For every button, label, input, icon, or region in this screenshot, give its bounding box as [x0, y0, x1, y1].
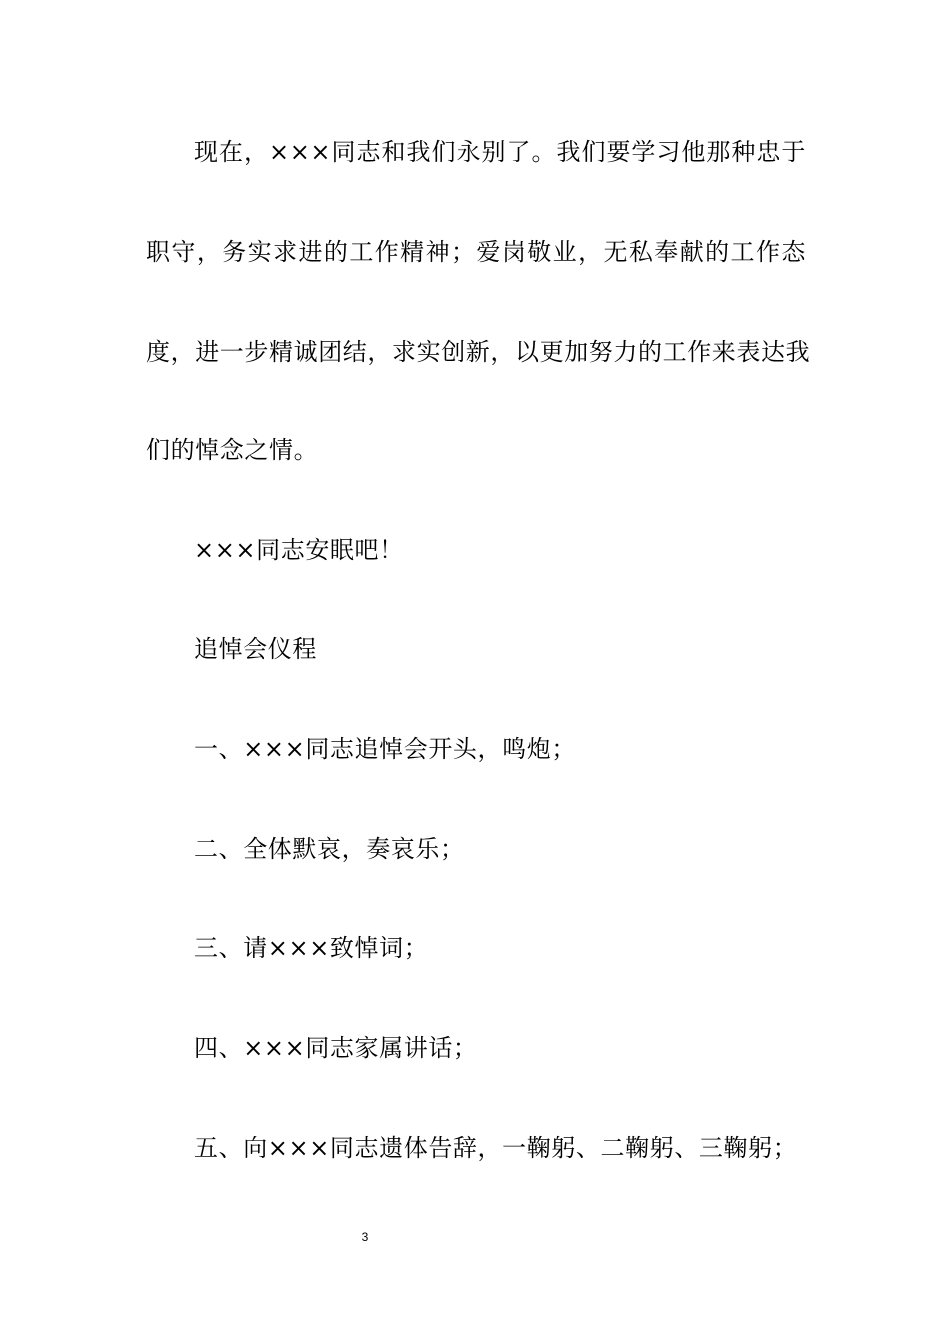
paragraph-line: 们的悼念之情。	[146, 436, 319, 464]
list-item: 四、×××同志家属讲话；	[194, 1034, 478, 1062]
paragraph-line: 现在，×××同志和我们永别了。我们要学习他那种忠于	[194, 138, 806, 166]
list-item: 一、×××同志追悼会开头，鸣炮；	[194, 735, 576, 763]
section-heading: 追悼会仪程	[194, 635, 317, 663]
paragraph-line: 职守，务实求进的工作精神；爱岗敬业，无私奉献的工作态	[146, 238, 806, 266]
paragraph-farewell: ×××同志安眠吧！	[194, 536, 404, 564]
list-item: 五、向×××同志遗体告辞，一鞠躬、二鞠躬、三鞠躬；	[194, 1134, 798, 1162]
list-item: 三、请×××致悼词；	[194, 934, 429, 962]
list-item: 二、全体默哀，奏哀乐；	[194, 835, 465, 863]
page-number: 3	[361, 1230, 369, 1244]
paragraph-line: 度，进一步精诚团结，求实创新，以更加努力的工作来表达我	[146, 338, 811, 366]
